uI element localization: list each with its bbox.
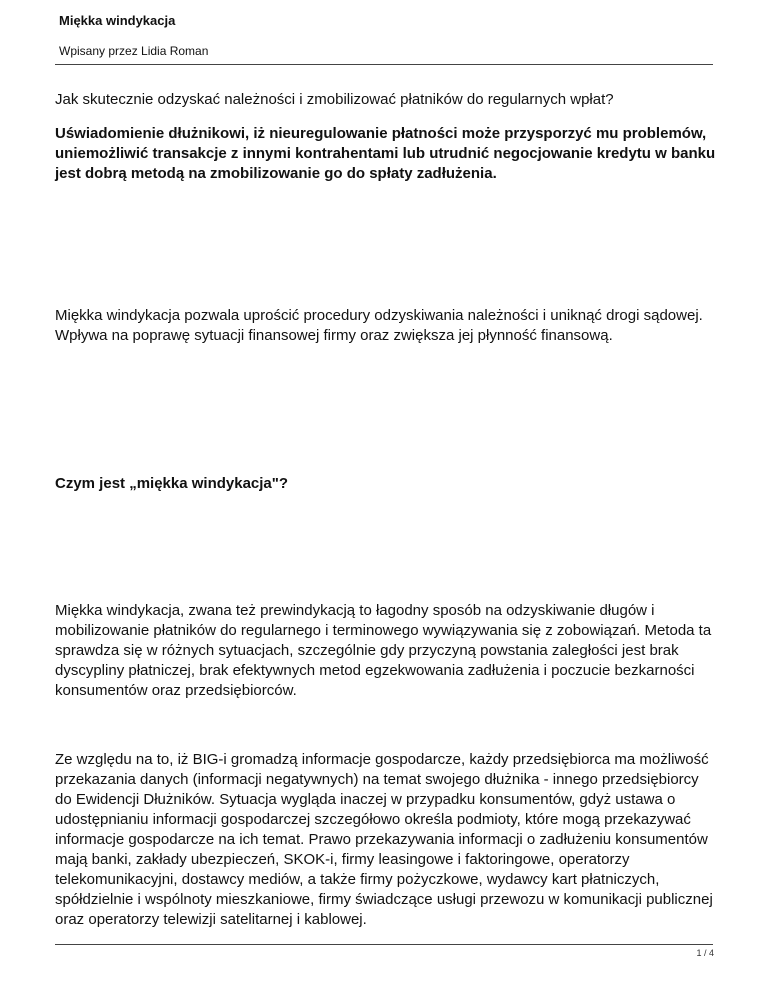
paragraph-benefits: Miękka windykacja pozwala uprościć procedury odzyskiwania należności i uniknąć drogi sądowej. Wpływa na poprawę sytuacji finansowej firmy oraz zwiększa jej płynność finansową. — [55, 307, 703, 344]
page-number: 1 / 4 — [696, 948, 714, 958]
header-divider — [55, 64, 713, 65]
author-line: Wpisany przez Lidia Roman — [59, 44, 209, 58]
intro-question: Jak skutecznie odzyskać należności i zmobilizować płatników do regularnych wpłat? — [55, 91, 614, 108]
footer-divider — [55, 944, 713, 945]
paragraph-big-registry: Ze względu na to, iż BIG-i gromadzą informacje gospodarcze, każdy przedsiębiorca ma możliwość przekazania danych (informacji negatywnych) na temat swojego dłużnika - innego przedsiębiorcy do Ewidencji Dłużników. Sytuacja wygląda inaczej w przypadku konsumentów, gdyż ustawa o udostępnianiu informacji gospodarczej szczegółowo określa podmioty, które mogą przekazywać informacje gospodarcze na ich temat. Prawo przekazywania informacji o zadłużeniu konsumentów mają banki, zakłady ubezpieczeń, SKOK-i, firmy leasingowe i faktoringowe, operatorzy telekomunikacyjni, dostawcy mediów, a także firmy pożyczkowe, wydawcy kart płatniczych, spółdzielnie i wspólnoty mieszkaniowe, firmy świadczące usługi przewozu w komunikacji publicznej oraz operatorzy telewizji satelitarnej i kablowej. — [55, 751, 713, 928]
bold-lead-paragraph: Uświadomienie dłużnikowi, iż nieuregulowanie płatności może przysporzyć mu problemów, uniemożliwić transakcje z innymi kontrahentami lub utrudnić negocjowanie kredytu w banku jest dobrą metodą na zmobilizowanie go do spłaty zadłużenia. — [55, 125, 716, 182]
paragraph-definition: Miękka windykacja, zwana też prewindykacją to łagodny sposób na odzyskiwanie długów i mobilizowanie płatników do regularnego i terminowego wywiązywania się z zobowiązań. Metoda ta sprawdza się w różnych sytuacjach, szczególnie gdy przyczyną powstania zaległości jest brak dyscypliny płatniczej, brak efektywnych metod egzekwowania zadłużenia i poczucie bezkarności konsumentów oraz przedsiębiorców. — [55, 602, 712, 699]
section-heading: Czym jest „miękka windykacja"? — [55, 475, 289, 492]
document-title: Miękka windykacja — [59, 13, 176, 28]
